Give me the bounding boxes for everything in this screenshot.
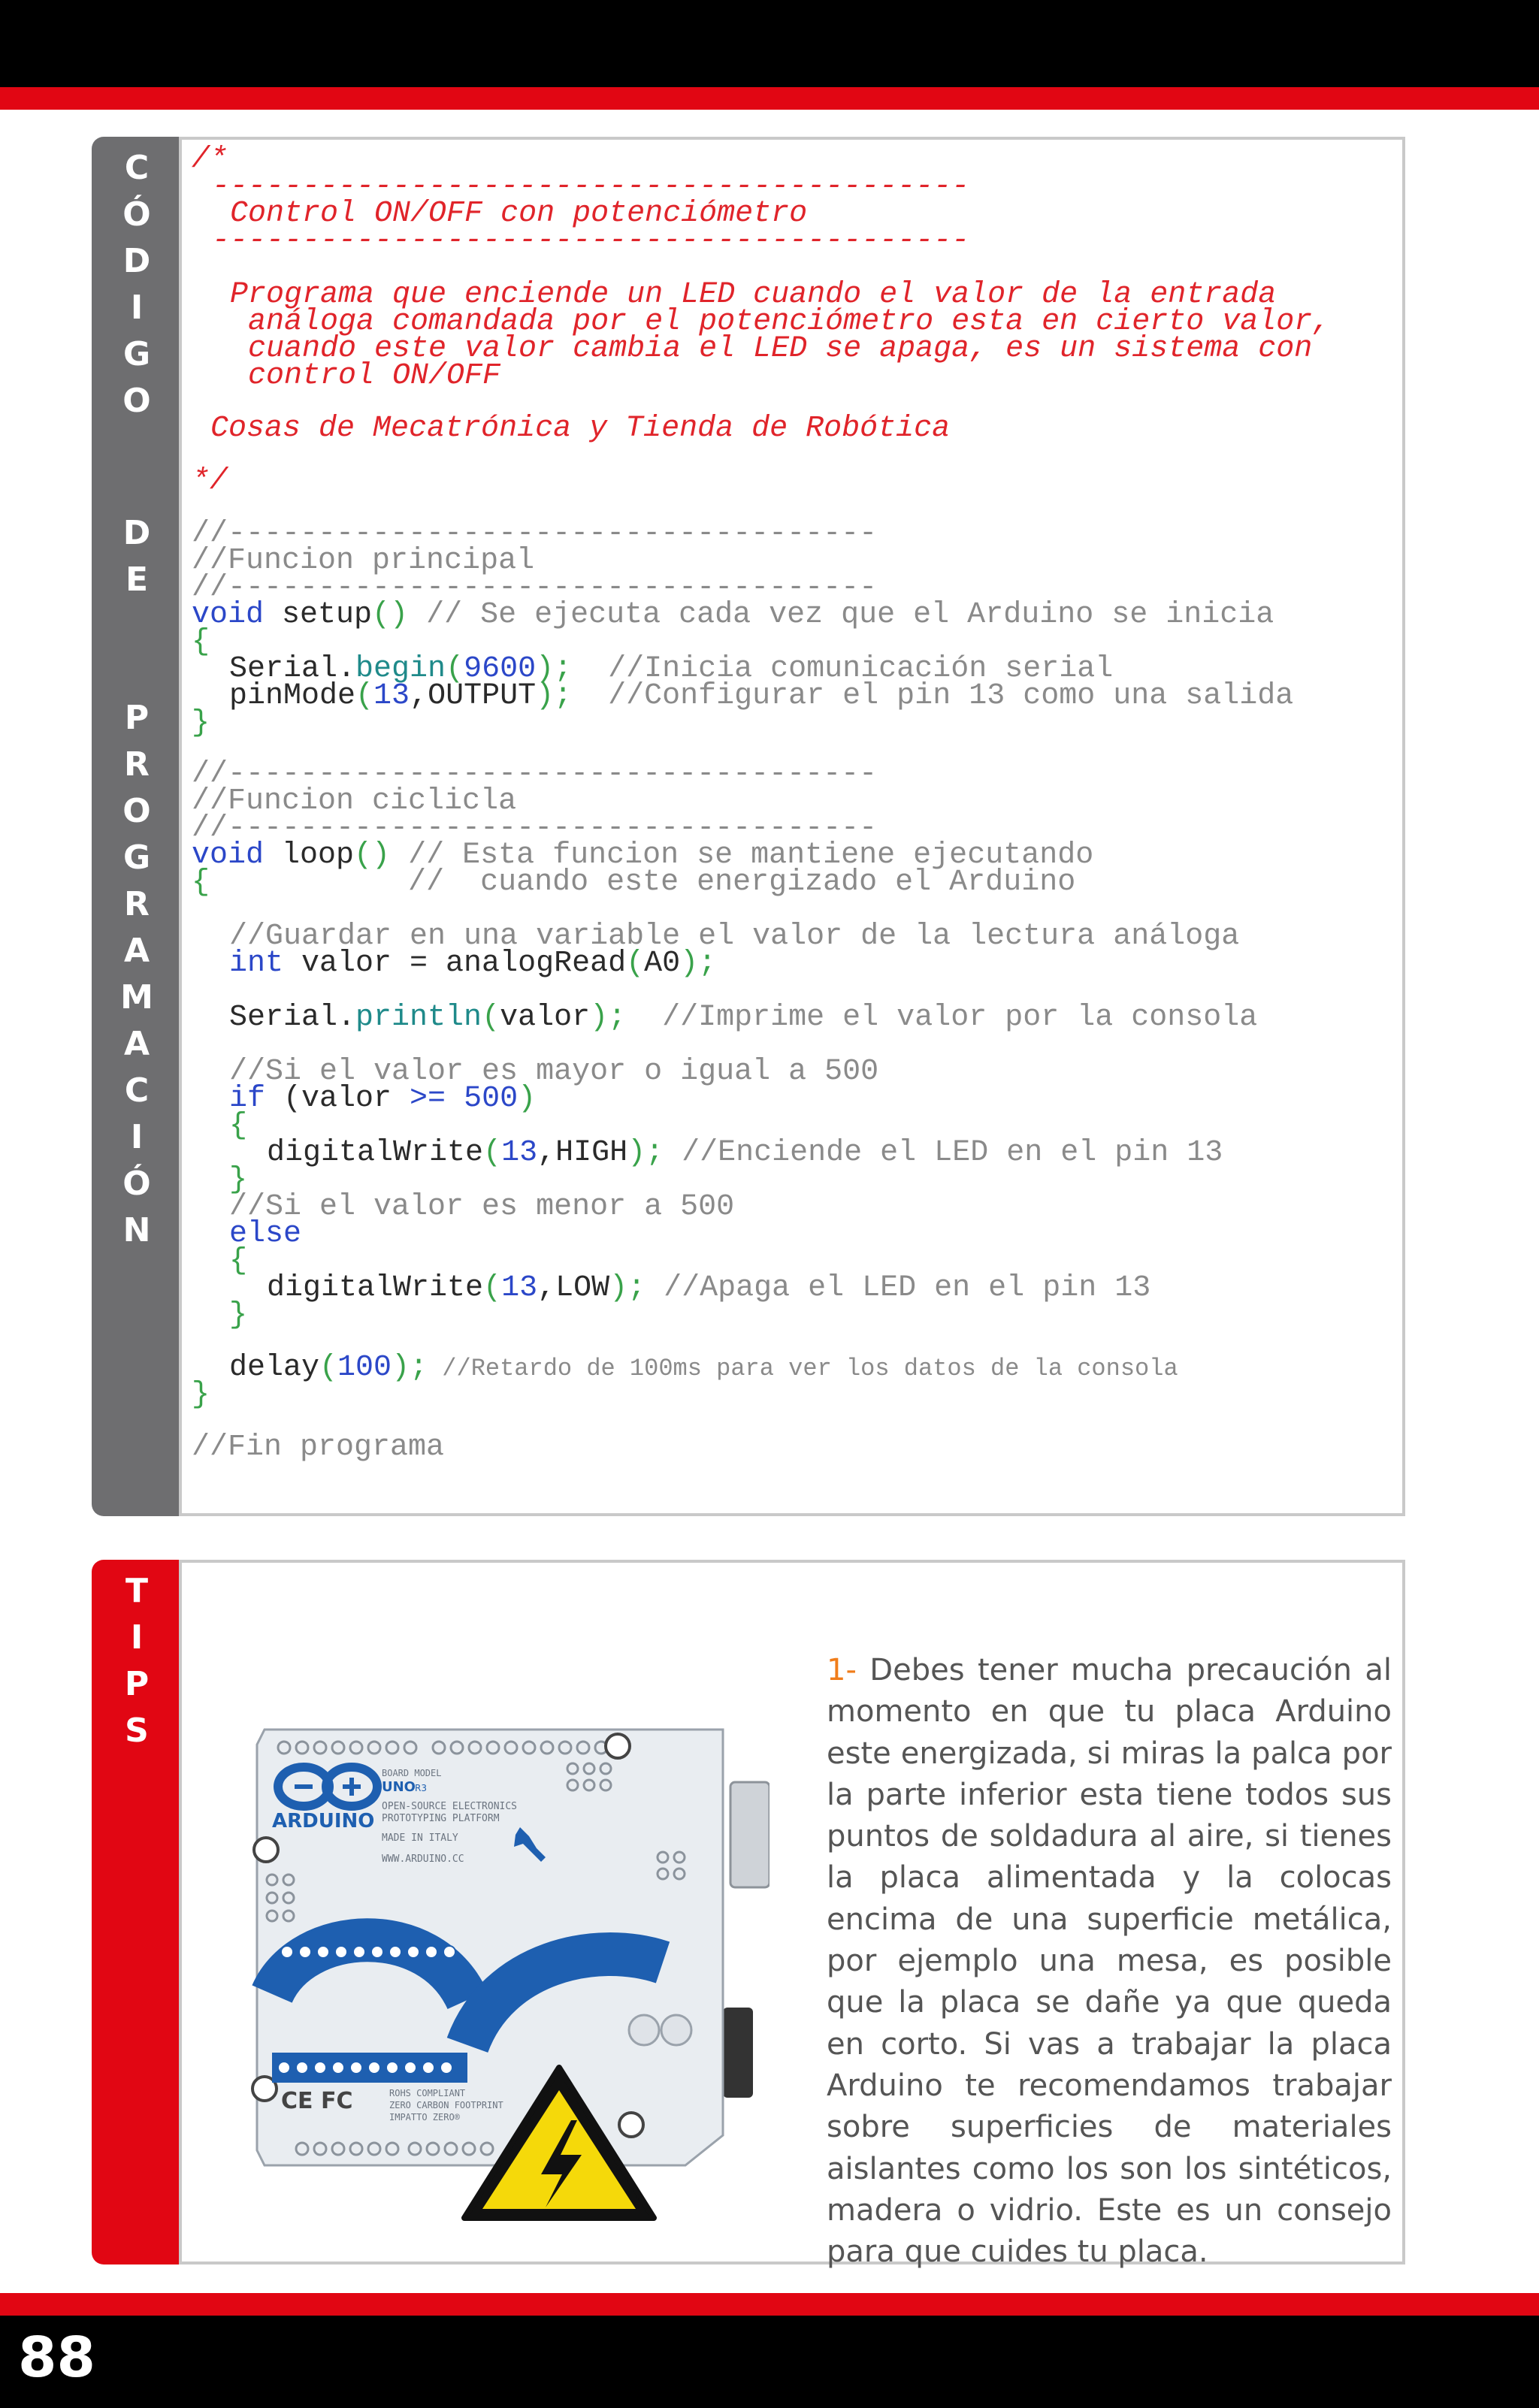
code-number: 100: [337, 1351, 392, 1385]
tips-text: Debes tener mucha precaución al momento en que tu placa Arduino este energizada, si miras la palca por la parte inferior esta tiene todos sus puntos de soldadura al aire, si tienes la placa alimentada y la colocas encima de una superficie metálica, por ejemplo una mesa, es posible que la placa se dañe ya que queda en corto. Si vas a trabajar la placa Arduino te recomendamos trabajar sobre superficies de materiales aislantes como los son los sintéticos, madera o vidrio. Este es un consejo para que cuides tu placa.: [827, 1653, 1392, 2270]
code-brace: }: [229, 1163, 248, 1197]
tab-letter: D: [122, 242, 151, 280]
code-comment-line: //Funcion principal: [192, 544, 535, 578]
code-brace: }: [192, 1378, 210, 1412]
code-function: digitalWrite: [267, 1136, 484, 1170]
code-comment: //Inicia comunicación serial: [572, 652, 1114, 686]
code-line-analogread: [229, 947, 716, 981]
code-paren: );: [609, 1271, 646, 1305]
rohs-label: ZERO CARBON FOOTPRINT: [389, 2100, 503, 2110]
code-comment-line: control ON/OFF: [248, 359, 501, 393]
tab-letter: T: [125, 1572, 148, 1610]
code-paren: (: [482, 1001, 500, 1035]
board-made-in-label: MADE IN ITALY: [382, 1832, 458, 1844]
board-platform-label: PROTOTYPING PLATFORM: [382, 1813, 500, 1824]
code-brace: {: [192, 866, 210, 899]
tab-letter: O: [122, 382, 151, 420]
code-function: delay: [229, 1351, 320, 1385]
code-comment-line: análoga comandada por el potenciómetro esta en cierto valor,: [248, 305, 1331, 339]
code-comment: //Enciende el LED en el pin 13: [664, 1136, 1223, 1170]
code-paren: (: [626, 947, 645, 980]
tab-letter: C: [124, 1071, 150, 1110]
code-keyword-else: else: [229, 1217, 302, 1251]
code-comment-line: //Funcion ciclicla: [192, 784, 517, 818]
code-paren: );: [627, 1136, 664, 1170]
tab-letter: I: [130, 289, 144, 327]
tab-letter: O: [122, 792, 151, 830]
code-paren: );: [590, 1001, 627, 1035]
code-object: Serial.: [229, 1001, 356, 1035]
tab-letter: Ó: [122, 1165, 151, 1203]
code-comment-line: //Guardar en una variable el valor de la lectura análoga: [229, 920, 1240, 953]
code-comment: //Apaga el LED en el pin 13: [646, 1271, 1151, 1305]
code-brace: }: [192, 706, 210, 740]
code-function: setup: [264, 598, 373, 632]
code-constant: ,OUTPUT: [410, 679, 537, 713]
code-constant: ,LOW: [537, 1271, 610, 1305]
tab-letter: I: [130, 1118, 144, 1156]
top-red-stripe: [0, 87, 1539, 110]
code-expression: valor = analogRead: [283, 947, 627, 980]
code-line-delay: [229, 1351, 1178, 1386]
tab-letter: A: [123, 932, 150, 970]
code-function: digitalWrite: [267, 1271, 484, 1305]
code-line-setup: [192, 598, 1274, 633]
tab-letter: R: [124, 745, 150, 784]
code-expression: (valor: [265, 1082, 410, 1116]
code-comment-line: //------------------------------------: [192, 811, 878, 845]
code-function: loop: [264, 838, 355, 872]
tab-letter: M: [120, 978, 153, 1017]
board-model-value: UNO: [382, 1779, 416, 1795]
bottom-red-stripe: [0, 2293, 1539, 2316]
code-number: 500: [446, 1082, 519, 1116]
tab-letter: R: [124, 885, 150, 923]
code-comment: //Retardo de 100ms para ver los datos de la consola: [428, 1355, 1178, 1382]
code-comment: // cuando este energizado el Arduino: [210, 866, 1076, 899]
top-black-bar: [0, 0, 1539, 87]
arduino-board-illustration: [242, 1715, 770, 2225]
tab-letter: P: [124, 1665, 150, 1703]
code-comment: // Se ejecuta cada vez que el Arduino se inicia: [408, 598, 1274, 632]
code-paren: (: [319, 1351, 338, 1385]
code-line-digitalwrite-high: [267, 1136, 1223, 1171]
tab-letter: G: [122, 335, 151, 373]
tab-letter: C: [124, 149, 150, 187]
code-keyword: void: [192, 838, 265, 872]
usb-connector: [730, 1782, 770, 1887]
code-brace: {: [192, 625, 210, 659]
code-keyword: if: [229, 1082, 266, 1116]
tab-letter: A: [123, 1025, 150, 1063]
code-constant: ,HIGH: [537, 1136, 628, 1170]
code-comment-line: //Si el valor es mayor o igual a 500: [229, 1055, 879, 1089]
tab-letter: G: [122, 838, 151, 877]
code-parens: (): [354, 838, 391, 872]
code-number: 9600: [464, 652, 537, 686]
code-number: 13: [501, 1136, 538, 1170]
power-jack: [723, 2008, 753, 2098]
tab-letter: N: [122, 1211, 151, 1249]
code-operator: >=: [410, 1082, 446, 1116]
code-number: 13: [501, 1271, 538, 1305]
rohs-label: IMPATTO ZERO®: [389, 2112, 460, 2122]
code-comment-line: Control ON/OFF con potenciómetro: [230, 197, 808, 231]
board-rev-label: R3: [415, 1783, 427, 1793]
code-brace: }: [229, 1298, 248, 1332]
code-constant: A0: [644, 947, 681, 980]
ce-fc-mark: CE FC: [281, 2088, 353, 2114]
code-paren: (: [483, 1136, 502, 1170]
page-number: 88: [18, 2325, 95, 2390]
code-comment-line: //Si el valor es menor a 500: [229, 1190, 735, 1224]
code-keyword: void: [192, 598, 265, 632]
tab-letter: I: [130, 1618, 144, 1657]
code-number: 13: [373, 679, 410, 713]
code-function: println: [355, 1001, 482, 1035]
bottom-black-bar: [0, 2316, 1539, 2408]
code-comment-line: //Fin programa: [192, 1431, 445, 1464]
code-paren: );: [536, 652, 573, 686]
code-paren: );: [392, 1351, 428, 1385]
tab-letter: Ó: [122, 195, 151, 234]
board-model-label: BOARD MODEL: [382, 1768, 442, 1778]
code-comment-line: Programa que enciende un LED cuando el valor de la entrada: [230, 278, 1277, 312]
code-line-loop-brace: [192, 866, 1075, 900]
code-comment-line: ------------------------------------------: [212, 224, 970, 258]
mounting-hole: [619, 2113, 643, 2137]
tab-letter: E: [125, 560, 149, 599]
rohs-label: ROHS COMPLIANT: [389, 2088, 466, 2098]
code-comment: // Esta funcion se mantiene ejecutando: [390, 838, 1094, 872]
code-paren: (: [446, 652, 464, 686]
tab-letter: S: [125, 1712, 149, 1750]
code-line-pinmode: [229, 679, 1293, 714]
tab-letter: D: [122, 514, 151, 552]
code-variable: valor: [500, 1001, 591, 1035]
board-brand-label: ARDUINO: [272, 1810, 375, 1832]
code-paren: (: [355, 679, 374, 713]
mounting-hole: [606, 1734, 630, 1758]
code-comment-line: //------------------------------------: [192, 757, 878, 791]
code-comment: //Configurar el pin 13 como una salida: [572, 679, 1294, 713]
code-comment-line: //------------------------------------: [192, 571, 878, 605]
code-line-digitalwrite-low: [267, 1271, 1150, 1306]
code-comment-line: cuando este valor cambia el LED se apaga, es un sistema con: [248, 332, 1313, 366]
code-object: Serial.: [229, 652, 356, 686]
code-comment-line: /*: [192, 143, 228, 177]
tips-number: 1: [827, 1653, 846, 1687]
code-comment-line: */: [192, 464, 228, 498]
code-comment-line: //------------------------------------: [192, 517, 878, 551]
code-comment-line: Cosas de Mecatrónica y Tienda de Robótica: [210, 412, 951, 446]
code-parens: (): [372, 598, 409, 632]
code-keyword: int: [229, 947, 284, 980]
code-paren: );: [680, 947, 717, 980]
board-web-label: WWW.ARDUINO.CC: [382, 1854, 464, 1865]
capacitor: [661, 2015, 691, 2045]
code-comment: //Imprime el valor por la consola: [626, 1001, 1258, 1035]
board-platform-label: OPEN-SOURCE ELECTRONICS: [382, 1801, 518, 1812]
code-paren: );: [536, 679, 573, 713]
tips-paragraph: [827, 1650, 1392, 2273]
code-function: begin: [355, 652, 446, 686]
mounting-hole: [254, 1838, 278, 1862]
code-comment-line: ------------------------------------------: [212, 170, 970, 204]
tips-dash: -: [845, 1653, 870, 1687]
code-paren: ): [518, 1082, 537, 1116]
code-brace: {: [229, 1244, 248, 1278]
tab-letter: P: [124, 699, 150, 737]
code-line-println: [229, 1001, 1257, 1035]
code-brace: {: [229, 1109, 248, 1143]
code-paren: (: [483, 1271, 502, 1305]
capacitor: [629, 2015, 659, 2045]
code-line-if: [229, 1082, 536, 1116]
code-function: pinMode: [229, 679, 356, 713]
